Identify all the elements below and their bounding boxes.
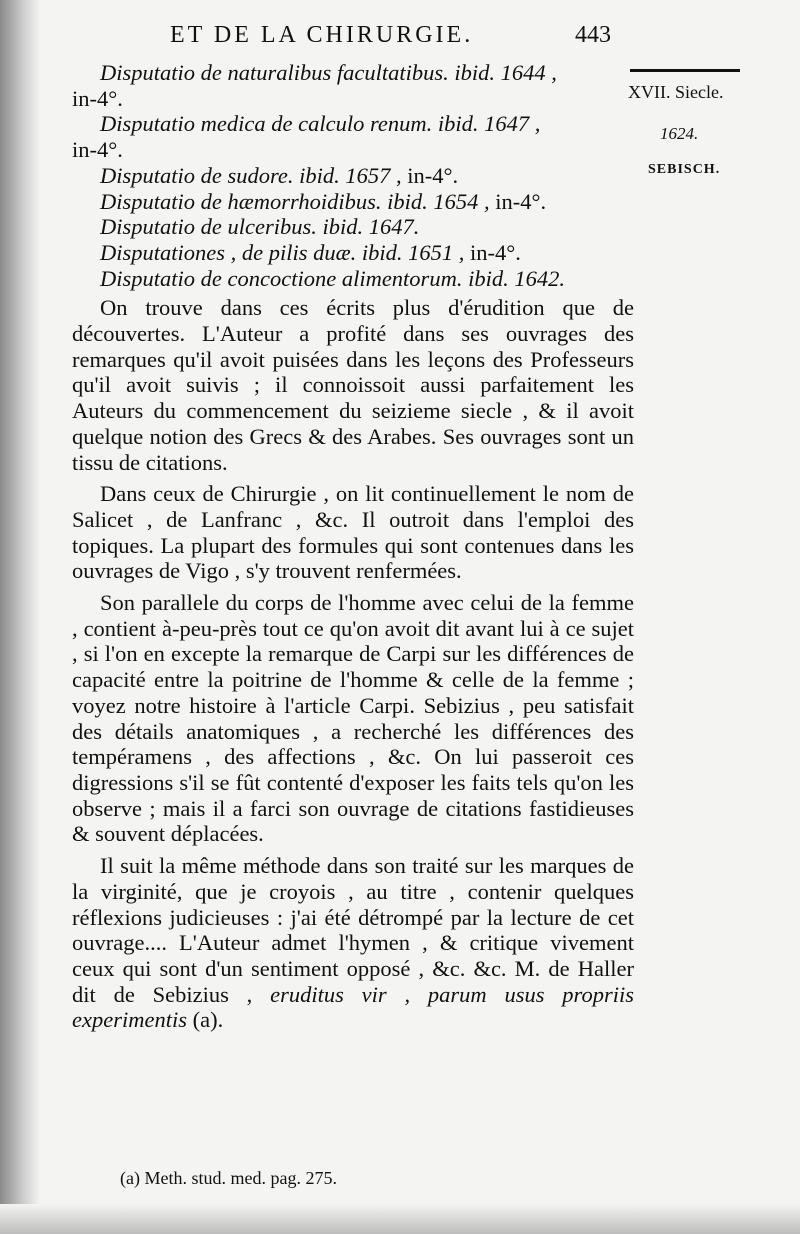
page-number: 443 xyxy=(575,22,611,48)
margin-year-note: 1624. xyxy=(660,124,699,143)
paragraph-3: Son parallele du corps de l'homme avec celui de la femme , contient à-peu-près tout ce qu'on avoit dit avant lui à ce sujet , si l'on en excepte la remarque de Carpi sur les différences de capacité entre la poitrine de l'homme & celle de la femme ; voyez notre histoire à l'article Carpi. Sebizius , peu satisfait des détails anatomiques , a recherché les différences des tempéramens , des affections , &c. On lui passeroit ces digressions s'il se fût contenté d'exposer les faits tels qu'on les observe ; mais il a farci son ouvrage de citations fastidieuses & souvent déplacées. xyxy=(72,590,634,847)
bib-line: Disputatio de concoctione alimentorum. ibid. 1642. xyxy=(100,265,565,291)
paragraph-4 xyxy=(72,853,634,1033)
bib-line: Disputationes , de pilis duæ. ibid. 1651 , in-4°. xyxy=(100,239,521,265)
bib-line: Disputatio de hæmorrhoidibus. ibid. 1654 , in-4°. xyxy=(100,188,547,214)
page-bottom-shadow xyxy=(0,1204,800,1234)
bib-line: Disputatio de sudore. ibid. 1657 , in-4°. xyxy=(100,162,459,188)
page-body xyxy=(72,60,634,1033)
bib-line: in-4°. xyxy=(72,137,123,163)
footnote: (a) Meth. stud. med. pag. 275. xyxy=(120,1168,337,1188)
paragraph-1: On trouve dans ces écrits plus d'érudition que de découvertes. L'Auteur a profité dans ses ouvrages des remarques qu'il avoit puisées dans les leçons des Professeurs qu'il avoit suivis ; il connoissoit aussi parfaitement les Auteurs du commencement du seizieme siecle , & il avoit quelque notion des Grecs & des Arabes. Ses ouvrages sont un tissu de citations. xyxy=(72,295,634,475)
latin-quote: eruditus vir , parum usus propriis experimentis xyxy=(72,981,634,1033)
paragraph-4-text: Il suit la même méthode dans son traité sur les marques de la virginité, que je croyois , au titre , contenir quelques réflexions judicieuses : j'ai été détrompé par la lecture de cet ouvrage.... L'Auteur admet l'hymen , & critique vivement ceux qui sont d'un sentiment opposé , &c. &c. M. de Haller dit de Sebizius , xyxy=(72,853,634,1007)
page-gutter-shadow xyxy=(0,0,40,1234)
bib-line: Disputatio de ulceribus. ibid. 1647. xyxy=(100,214,420,240)
margin-author-note: SEBISCH. xyxy=(648,162,721,177)
paragraph-2: Dans ceux de Chirurgie , on lit continuellement le nom de Salicet , de Lanfranc , &c. Il outroit dans l'emploi des topiques. La plupart des formules qui sont contenues dans les ouvrages de Vigo , s'y trouvent renfermées. xyxy=(72,481,634,584)
bib-line: Disputatio de naturalibus facultatibus. ibid. 1644 , xyxy=(100,60,557,85)
margin-century-note: XVII. Siecle. xyxy=(628,82,724,102)
bib-line: in-4°. xyxy=(72,85,123,111)
bibliography-list xyxy=(72,60,634,291)
margin-rule xyxy=(630,69,740,72)
bib-line: Disputatio medica de calculo renum. ibid. 1647 , xyxy=(100,111,541,137)
footnote-ref: (a). xyxy=(192,1007,224,1033)
running-header: ET DE LA CHIRURGIE. xyxy=(170,22,474,48)
